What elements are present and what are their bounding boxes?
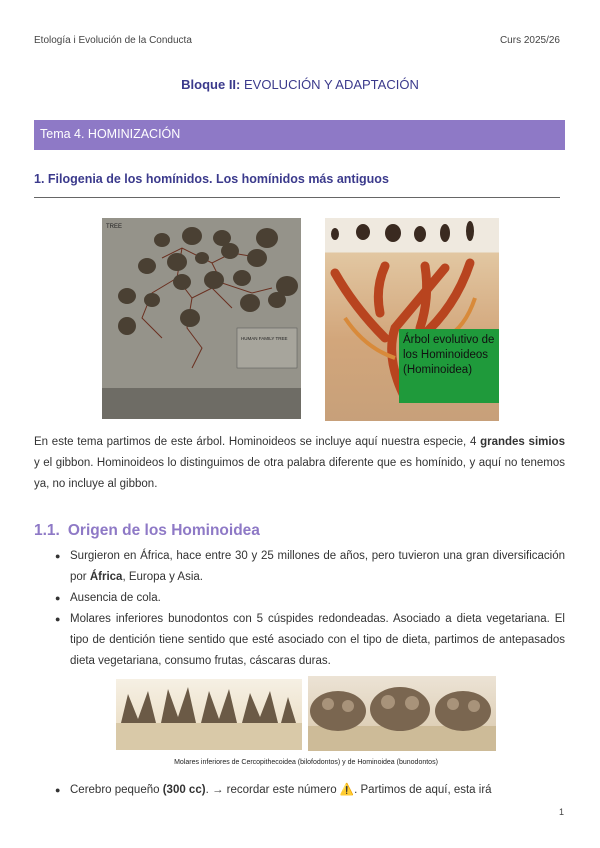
museum-sign-panel: HUMAN FAMILY TREE bbox=[241, 336, 288, 341]
bullet-2-text: Ausencia de cola. bbox=[70, 592, 161, 604]
bullet-1-text-a: Surgieron en África, hace entre 30 y 25 millones de años, pero tuvieron una gran diversificación por bbox=[70, 550, 565, 583]
bullet-3-text: Molares inferiores bunodontos con 5 cúspides redondeadas. Asociado a dieta vegetariana. El tipo de dentición tiene sentido que esté asociado con el tipo de dieta, partimos de antepasados dieta vegetariana, consumo frutas, cáscaras duras. bbox=[70, 613, 565, 667]
subsection-title bbox=[34, 522, 260, 540]
header-course: Etología i Evolución de la Conducta bbox=[34, 35, 192, 46]
warning-icon: ⚠️ bbox=[339, 784, 355, 796]
tree-caption-label: Árbol evolutivo de los Hominoideos (Hominoidea) bbox=[399, 329, 499, 403]
cercopithecoid-molars-photo bbox=[116, 679, 302, 750]
museum-sign-top: TREE bbox=[106, 224, 123, 230]
block-name: EVOLUCIÓN Y ADAPTACIÓN bbox=[244, 77, 419, 92]
bullet-icon: ● bbox=[55, 551, 61, 561]
bullet-icon: ● bbox=[55, 593, 61, 603]
page-number: 1 bbox=[559, 807, 565, 817]
bullet-list-continued bbox=[34, 780, 565, 801]
hominoid-molars-photo bbox=[308, 676, 496, 751]
list-item bbox=[34, 780, 565, 801]
intro-bold-great-apes: grandes simios bbox=[480, 436, 565, 448]
section-divider bbox=[34, 197, 560, 198]
bullet-4-text-b: . → recordar este número bbox=[205, 784, 340, 796]
subsection-label: Origen de los Hominoidea bbox=[67, 522, 260, 539]
bullet-4-text-c: . Partimos de aquí, esta irá bbox=[354, 784, 492, 796]
list-item bbox=[34, 588, 565, 609]
bullet-1-bold: África bbox=[89, 571, 123, 583]
intro-text-2: y el gibbon. Hominoideos lo distinguimos de otra palabra diferente que es homínido, y aquí no tenemos ya, no incluye al gibbon. bbox=[34, 457, 565, 490]
intro-text-1: En este tema partimos de este árbol. Hominoideos se incluye aquí nuestra especie, 4 bbox=[34, 436, 481, 448]
bullet-icon: ● bbox=[55, 614, 61, 624]
bullet-icon: ● bbox=[55, 785, 61, 795]
list-item bbox=[34, 546, 565, 588]
header-year: Curs 2025/26 bbox=[499, 35, 560, 46]
bullet-4-bold: (300 cc) bbox=[162, 784, 206, 796]
bullet-4-text-a: Cerebro pequeño bbox=[70, 784, 163, 796]
block-label: Bloque II: bbox=[181, 77, 241, 92]
bullet-1-text-b: , Europa y Asia. bbox=[122, 571, 203, 583]
bullet-list bbox=[34, 546, 565, 672]
molars-caption: Molares inferiores de Cercopithecoidea (bilofodontos) y de Hominoidea (bunodontos) bbox=[174, 759, 438, 766]
museum-skulls-photo bbox=[102, 218, 301, 419]
section-title: 1. Filogenia de los homínidos. Los homínidos más antiguos bbox=[34, 172, 389, 186]
intro-paragraph bbox=[34, 432, 565, 495]
list-item bbox=[34, 609, 565, 672]
tema-banner: Tema 4. HOMINIZACIÓN bbox=[34, 120, 565, 150]
block-title bbox=[0, 77, 600, 92]
subsection-number: 1.1. bbox=[34, 522, 60, 539]
